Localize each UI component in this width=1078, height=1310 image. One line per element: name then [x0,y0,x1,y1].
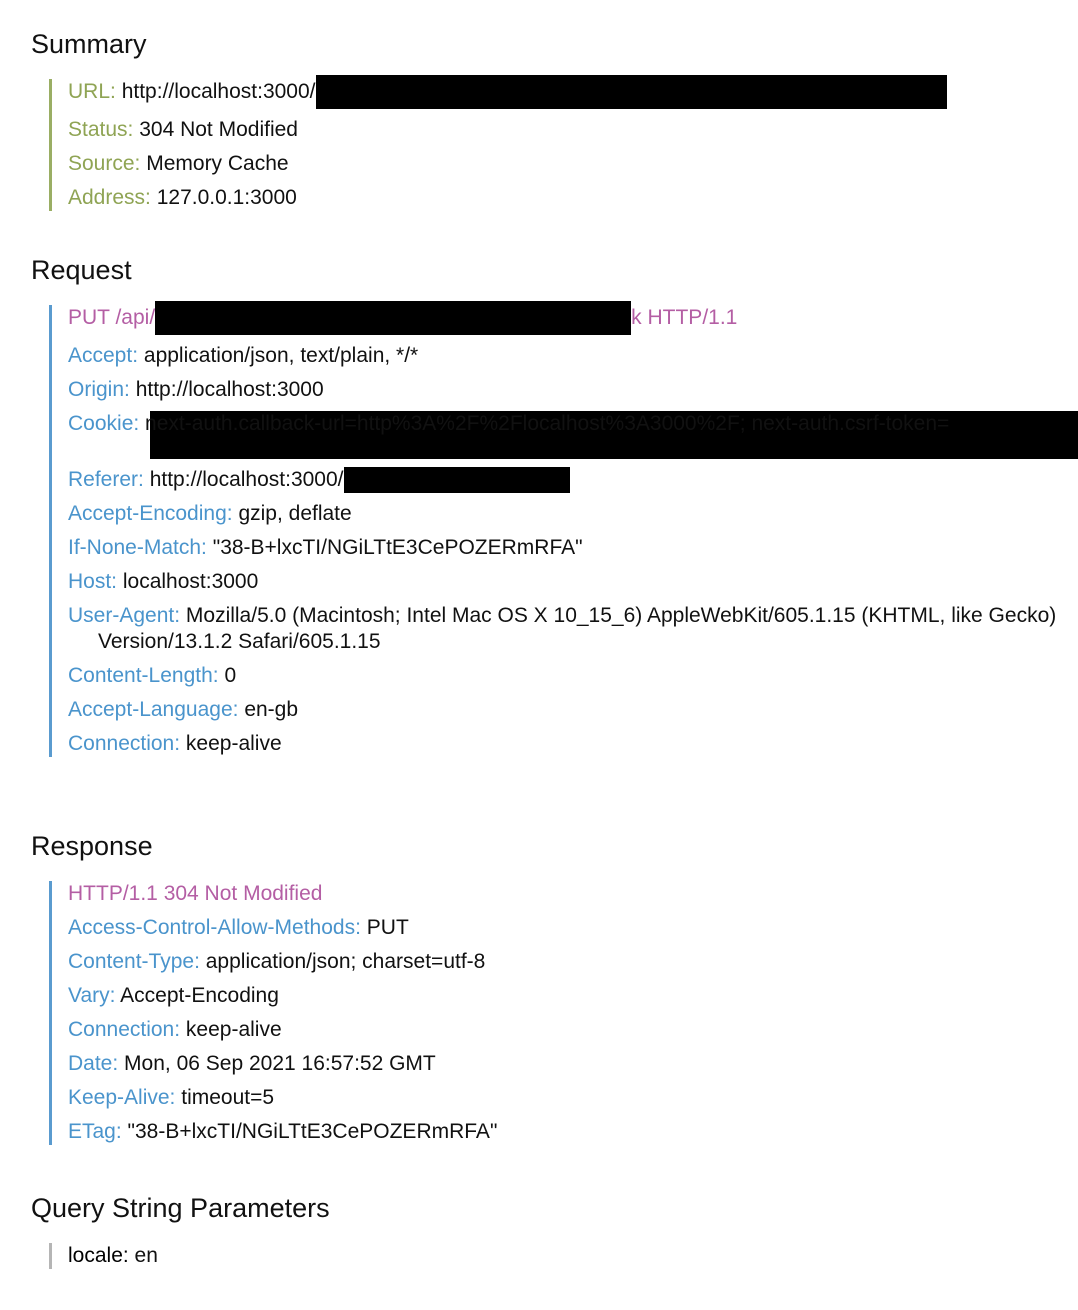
header-key: Host: [68,570,118,593]
query-title: Query String Parameters [31,1193,330,1223]
request-header-row [68,731,1059,757]
header-value: Accept-Encoding [120,984,279,1007]
request-header-row [68,569,1059,595]
header-key: Accept: [68,344,139,367]
header-value: PUT [366,916,409,939]
header-value: en-gb [244,698,299,721]
request-method-path: PUT /api/ [68,306,156,329]
summary-address-row [68,185,1059,211]
header-key: Keep-Alive: [68,1086,176,1109]
header-value: "38-B+lxcTI/NGiLTtE3CePOZERmRFA" [212,536,583,559]
response-header-row [68,1017,1059,1043]
header-value: keep-alive [185,1018,282,1041]
response-header-row [68,1085,1059,1111]
request-block [49,305,1059,757]
summary-status-label: Status: [68,118,134,141]
request-header-row [68,501,1059,527]
response-title: Response [31,831,153,861]
header-value: next-auth.callback-url=http%3A%2F%2Flocalhost%3A3000%2F; next-auth.csrf-token= [145,412,950,435]
response-header-row [68,983,1059,1009]
summary-url-row [68,79,1059,109]
summary-address-value: 127.0.0.1:3000 [156,186,297,209]
header-value: Mon, 06 Sep 2021 16:57:52 GMT [124,1052,436,1075]
header-value: application/json; charset=utf-8 [205,950,486,973]
summary-status-row [68,117,1059,143]
request-header-row [68,663,1059,689]
query-param-value: en [134,1244,158,1267]
query-block [49,1243,1059,1269]
request-header-row [68,343,1059,369]
summary-status-value: 304 Not Modified [139,118,298,141]
request-title: Request [31,255,132,285]
header-key: Content-Length: [68,664,219,687]
request-first-line [68,305,1059,335]
header-key: If-None-Match: [68,536,207,559]
summary-title: Summary [31,29,147,59]
header-key: Accept-Encoding: [68,502,233,525]
request-header-row [68,467,1059,493]
header-key: Accept-Language: [68,698,239,721]
header-key: Vary: [68,984,116,1007]
header-key: Cookie: [68,412,140,435]
header-key: Referer: [68,468,144,491]
summary-url-value: http://localhost:3000/ [121,80,316,103]
redacted-url-block [316,75,947,109]
header-key: Access-Control-Allow-Methods: [68,916,361,939]
header-key: Origin: [68,378,130,401]
header-value: http://localhost:3000/ [149,468,344,491]
summary-source-row [68,151,1059,177]
summary-source-label: Source: [68,152,141,175]
header-key: Connection: [68,1018,181,1041]
redacted-referer-block [344,467,570,493]
summary-block [49,79,1059,211]
header-value: 0 [224,664,237,687]
header-key: Connection: [68,732,181,755]
header-value: application/json, text/plain, */* [143,344,419,367]
header-key: Content-Type: [68,950,200,973]
redacted-path-block [155,301,631,335]
header-value: gzip, deflate [238,502,352,525]
request-header-row [68,377,1059,403]
header-value: Mozilla/5.0 (Macintosh; Intel Mac OS X 10_15_6) AppleWebKit/605.1.15 (KHTML, like Gecko) Version/13.1.2 Safari/605.1.15 [98,604,1057,653]
request-protocol: k HTTP/1.1 [631,306,738,329]
header-key: User-Agent: [68,604,181,627]
request-header-row-cookie [68,411,1059,459]
header-value: keep-alive [185,732,282,755]
header-value: http://localhost:3000 [135,378,324,401]
response-block [49,881,1059,1145]
response-header-row [68,1119,1059,1145]
header-key: Date: [68,1052,119,1075]
response-header-row [68,949,1059,975]
response-header-row [68,1051,1059,1077]
query-param-key: locale: [68,1244,129,1267]
request-header-row [68,535,1059,561]
summary-source-value: Memory Cache [146,152,289,175]
request-header-row [68,697,1059,723]
response-first-line: HTTP/1.1 304 Not Modified [68,882,323,905]
summary-url-label: URL: [68,80,116,103]
header-value: "38-B+lxcTI/NGiLTtE3CePOZERmRFA" [127,1120,498,1143]
query-param-row [68,1243,1059,1269]
request-header-row [68,603,1059,655]
header-key: ETag: [68,1120,122,1143]
header-value: localhost:3000 [122,570,259,593]
header-value: timeout=5 [181,1086,275,1109]
summary-address-label: Address: [68,186,151,209]
response-header-row [68,915,1059,941]
